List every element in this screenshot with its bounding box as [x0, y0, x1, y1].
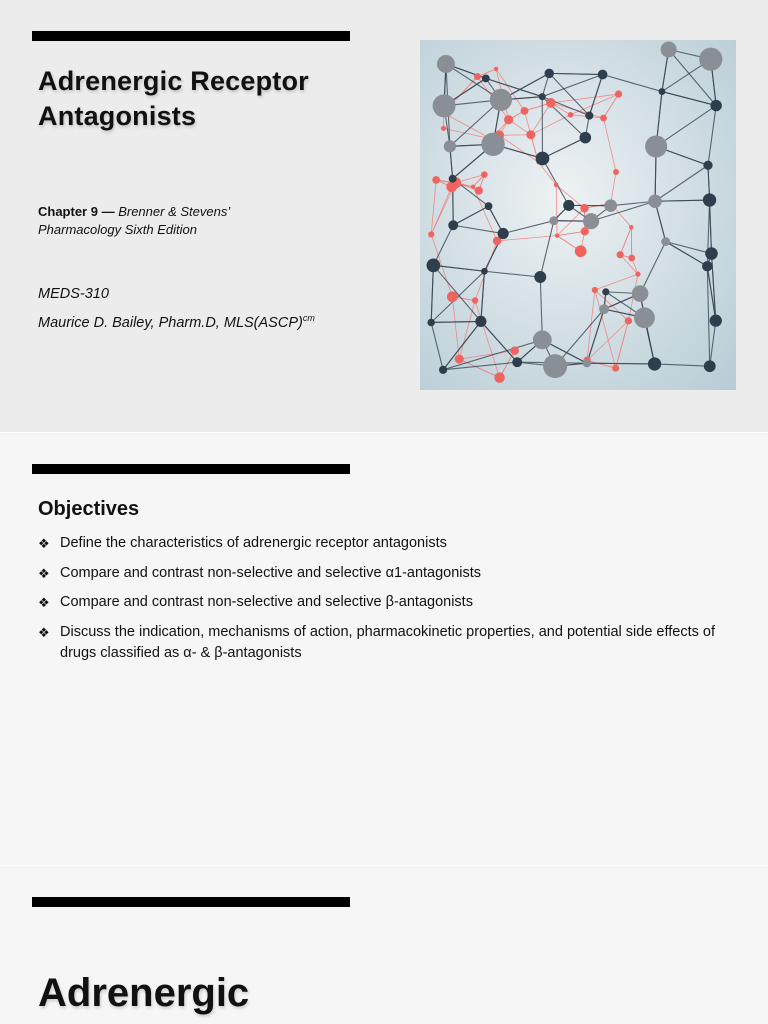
network-node-red — [555, 233, 559, 237]
network-node-red — [447, 291, 458, 302]
network-node-red — [521, 107, 529, 115]
objectives-list — [38, 533, 728, 672]
network-node — [449, 175, 457, 183]
network-node-red — [554, 183, 559, 188]
network-node — [583, 213, 599, 229]
network-node-red — [600, 115, 607, 122]
network-node-red — [510, 346, 519, 355]
network-node-red — [581, 227, 589, 235]
network-node — [661, 42, 677, 58]
network-node — [485, 202, 493, 210]
network-node — [599, 304, 609, 314]
network-node-red — [455, 355, 464, 364]
network-node-red — [441, 126, 446, 131]
objective-item — [38, 563, 728, 584]
title-line-1: Adrenergic Receptor — [38, 66, 309, 96]
network-node — [710, 315, 722, 327]
network-node — [580, 132, 592, 144]
network-node-red — [575, 245, 587, 257]
network-node — [448, 220, 458, 230]
section-accent-bar — [32, 897, 350, 907]
network-node — [583, 359, 591, 367]
network-node — [703, 161, 712, 170]
network-node-red — [428, 231, 434, 237]
network-node-red — [432, 176, 440, 184]
network-node-red — [526, 130, 535, 139]
network-node — [634, 307, 655, 328]
book-title: Brenner & Stevens’ — [118, 204, 231, 219]
author-name: Maurice D. Bailey, Pharm.D, MLS(ASCP) — [38, 314, 303, 331]
objective-item — [38, 533, 728, 554]
network-node — [512, 357, 522, 367]
network-node-red — [612, 365, 619, 372]
section-title: Adrenergic — [38, 971, 250, 1015]
network-node — [427, 258, 441, 272]
network-node — [544, 69, 554, 79]
network-node — [543, 354, 567, 378]
chapter-subtitle — [38, 203, 338, 239]
network-node — [481, 133, 504, 156]
network-node-red — [635, 272, 640, 277]
network-node — [598, 70, 608, 80]
title-accent-bar — [32, 31, 350, 41]
network-node — [444, 140, 456, 152]
section-slide[interactable] — [0, 866, 768, 1024]
network-node — [704, 360, 716, 372]
objective-text: Compare and contrast non-selective and selective α1-antagonists — [60, 564, 482, 581]
network-node-red — [475, 187, 483, 195]
network-node — [648, 357, 661, 370]
objectives-heading: Objectives — [38, 498, 140, 520]
network-node — [433, 94, 456, 117]
network-node — [632, 285, 649, 302]
network-node-red — [629, 225, 633, 229]
network-node — [439, 366, 447, 374]
network-node-red — [481, 171, 488, 178]
network-node — [699, 48, 722, 71]
objective-text: Compare and contrast non-selective and selective β-antagonists — [60, 594, 473, 610]
network-node-red — [592, 287, 598, 293]
objective-text: Discuss the indication, mechanisms of action, pharmacokinetic properties, and potential side effects of drugs classified as α- & β-antagonists — [60, 623, 715, 661]
network-node-red — [494, 372, 505, 383]
network-node-red — [474, 73, 481, 80]
network-node — [703, 193, 716, 206]
network-node — [705, 247, 718, 260]
network-node — [702, 261, 712, 271]
network-node — [482, 74, 490, 82]
course-code: MEDS-310 — [38, 286, 109, 302]
network-node-red — [628, 255, 635, 262]
network-node-red — [471, 185, 475, 189]
network-node-red — [472, 297, 478, 303]
network-node — [661, 237, 670, 246]
diamond-bullet-icon: ❖ — [38, 624, 50, 640]
network-node — [534, 271, 546, 283]
network-node — [427, 319, 435, 327]
network-node — [659, 88, 666, 95]
molecular-network-image — [420, 40, 736, 390]
network-node — [604, 199, 617, 212]
network-edge — [587, 363, 655, 364]
network-node — [475, 316, 486, 327]
network-node-red — [568, 112, 574, 118]
network-node-red — [504, 115, 513, 124]
network-node — [539, 93, 546, 100]
objectives-accent-bar — [32, 464, 350, 474]
title-line-2: Antagonists — [38, 101, 197, 131]
network-node-red — [546, 98, 556, 108]
network-node-red — [617, 251, 624, 258]
objectives-slide[interactable] — [0, 433, 768, 865]
diamond-bullet-icon: ❖ — [38, 565, 50, 581]
network-node — [602, 288, 609, 295]
author-line — [38, 313, 315, 331]
network-node-red — [625, 317, 632, 324]
network-node — [585, 112, 593, 120]
objective-item — [38, 622, 728, 664]
diamond-bullet-icon: ❖ — [38, 595, 50, 610]
network-node-red — [613, 169, 619, 175]
objective-text: Define the characteristics of adrenergic receptor antagonists — [60, 535, 447, 551]
network-node — [481, 268, 488, 275]
title-slide[interactable] — [0, 0, 768, 432]
objective-item — [38, 592, 728, 613]
network-node — [490, 89, 512, 111]
network-node — [437, 55, 455, 73]
author-credential-superscript: cm — [302, 313, 315, 323]
network-node — [710, 100, 721, 111]
network-node-red — [580, 204, 588, 212]
network-node — [648, 195, 661, 208]
network-node-red — [494, 67, 498, 71]
network-node-red — [615, 90, 622, 97]
network-node — [645, 135, 667, 157]
book-title-line-2: Pharmacology Sixth Edition — [38, 222, 197, 237]
network-node — [549, 216, 558, 225]
network-node — [533, 330, 552, 349]
presentation-title — [38, 64, 368, 134]
chapter-label: Chapter 9 — — [38, 204, 115, 219]
network-node — [536, 152, 550, 166]
diamond-bullet-icon: ❖ — [38, 536, 50, 551]
network-node — [498, 228, 509, 239]
network-node — [563, 200, 574, 211]
